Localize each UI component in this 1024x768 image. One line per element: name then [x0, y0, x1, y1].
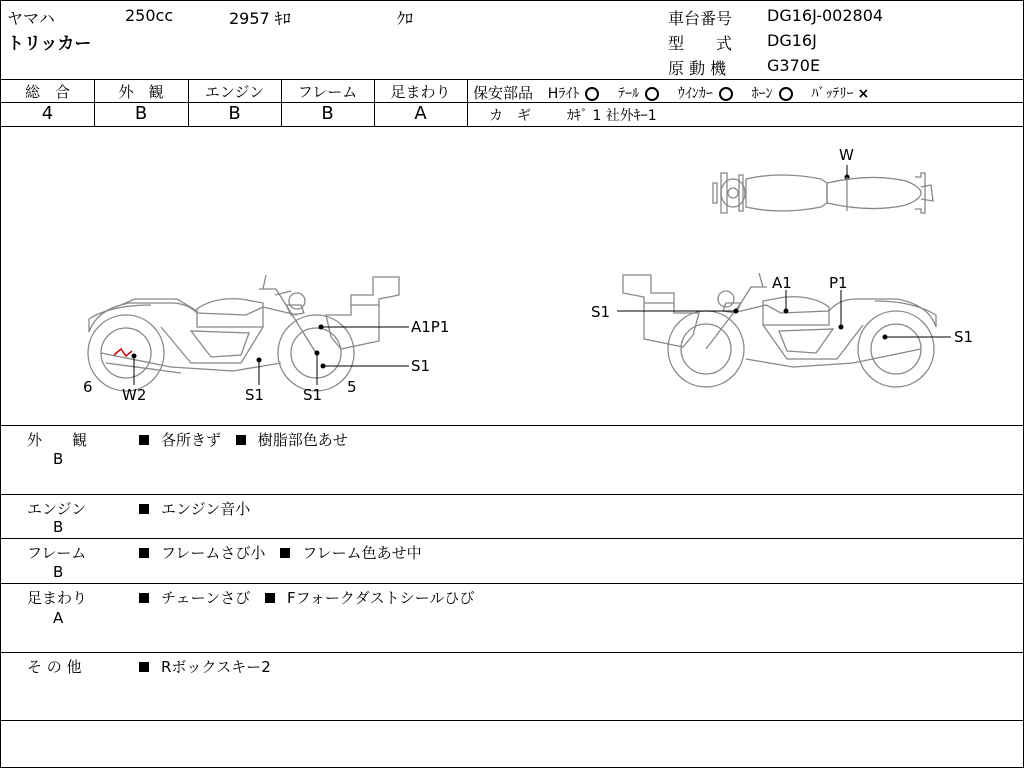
section-exterior-notes: 各所きず 樹脂部色あせ — [139, 429, 348, 450]
engine-label: 原 動 機 — [668, 59, 727, 78]
label-s1-right: S1 — [411, 357, 431, 375]
grade-frame-label: フレーム — [297, 83, 358, 101]
section-exterior-label: 外 観 — [27, 431, 88, 449]
section-other-label: そ の 他 — [27, 658, 82, 676]
bullet-icon — [280, 548, 290, 558]
callout-lines — [134, 327, 409, 385]
label-s1-right-bike: S1 — [954, 328, 974, 346]
model-name: トリッカー — [7, 34, 92, 54]
motorcycle-left-side-icon — [88, 275, 399, 391]
divider — [1, 425, 1023, 426]
label-s1-bottom-a: S1 — [245, 386, 265, 404]
bullet-icon — [236, 435, 246, 445]
divider — [1, 720, 1023, 721]
grade-engine-value: B — [228, 103, 241, 124]
safety-item-headlight: Hﾗｲﾄ — [548, 86, 600, 102]
grade-engine-label: エンジン — [204, 83, 265, 101]
bullet-icon — [265, 593, 275, 603]
cross-icon: × — [857, 86, 870, 102]
divider — [1, 494, 1023, 495]
body-color: ｸﾛ — [397, 9, 414, 28]
section-frame-label: フレーム — [27, 544, 87, 562]
grade-frame-value: B — [321, 103, 334, 124]
label-6: 6 — [83, 378, 93, 396]
divider — [467, 79, 468, 126]
section-engine-grade: B — [53, 518, 64, 536]
label-5: 5 — [347, 378, 357, 396]
bullet-icon — [139, 504, 149, 514]
bullet-icon — [139, 662, 149, 672]
grade-overall-value: 4 — [41, 103, 54, 124]
divider — [1, 79, 1023, 80]
label-w2: W2 — [122, 386, 147, 404]
bullet-icon — [139, 593, 149, 603]
mileage: 2957 ｷﾛ — [229, 9, 291, 28]
divider — [1, 583, 1023, 584]
circle-icon — [585, 87, 599, 101]
frame-no-value: DG16J-002804 — [767, 6, 884, 25]
key-value: ｶｷﾞ 1 社外ｷｰ1 — [567, 108, 657, 124]
label-p1: P1 — [829, 274, 848, 292]
section-suspension-notes: チェーンさび Fフォークダストシールひび — [139, 587, 474, 608]
safety-item-winker: ｳｲﾝｶｰ — [678, 86, 733, 102]
section-frame-notes: フレームさび小 フレーム色あせ中 — [139, 542, 422, 563]
label-s1-bottom-b: S1 — [303, 386, 323, 404]
safety-title: 保安部品 — [473, 84, 534, 102]
type-value: DG16J — [767, 31, 817, 50]
displacement: 250cc — [125, 6, 174, 25]
scratch-mark — [114, 349, 132, 356]
engine-value: G370E — [767, 56, 821, 75]
section-engine-label: エンジン — [27, 500, 87, 518]
grade-suspension-value: A — [414, 103, 427, 124]
circle-icon — [719, 87, 733, 101]
circle-icon — [779, 87, 793, 101]
bullet-icon — [139, 435, 149, 445]
section-exterior-grade: B — [53, 450, 64, 468]
section-suspension-label: 足まわり — [27, 589, 88, 607]
grade-suspension-label: 足まわり — [390, 83, 451, 101]
safety-item-horn: ﾎｰﾝ — [752, 86, 793, 102]
damage-diagram — [1, 127, 1023, 425]
section-frame-grade: B — [53, 563, 64, 581]
motorcycle-top-view-icon — [713, 173, 933, 213]
label-a1: A1 — [772, 274, 792, 292]
label-w: W — [839, 146, 854, 164]
frame-no-label: 車台番号 — [668, 9, 733, 28]
key-label: カ ギ — [489, 108, 531, 124]
section-suspension-grade: A — [53, 609, 64, 627]
grade-exterior-value: B — [134, 103, 148, 124]
grade-overall-label: 総 合 — [24, 83, 70, 101]
section-other-notes: Rボックスキー2 — [139, 656, 271, 677]
divider — [1, 652, 1023, 653]
type-label: 型 式 — [668, 34, 733, 53]
divider — [1, 538, 1023, 539]
callout-dots — [132, 325, 326, 369]
label-a1p1: A1P1 — [411, 318, 450, 336]
section-engine-notes: エンジン音小 — [139, 498, 250, 519]
safety-item-tail: ﾃｰﾙ — [618, 86, 659, 102]
bullet-icon — [139, 548, 149, 558]
maker: ヤマハ — [7, 9, 55, 28]
safety-item-battery: ﾊﾞｯﾃﾘｰ × — [811, 86, 870, 102]
safety-parts-row — [473, 82, 869, 103]
circle-icon — [645, 87, 659, 101]
grade-exterior-label: 外 観 — [118, 83, 164, 101]
label-s1-left: S1 — [591, 303, 611, 321]
